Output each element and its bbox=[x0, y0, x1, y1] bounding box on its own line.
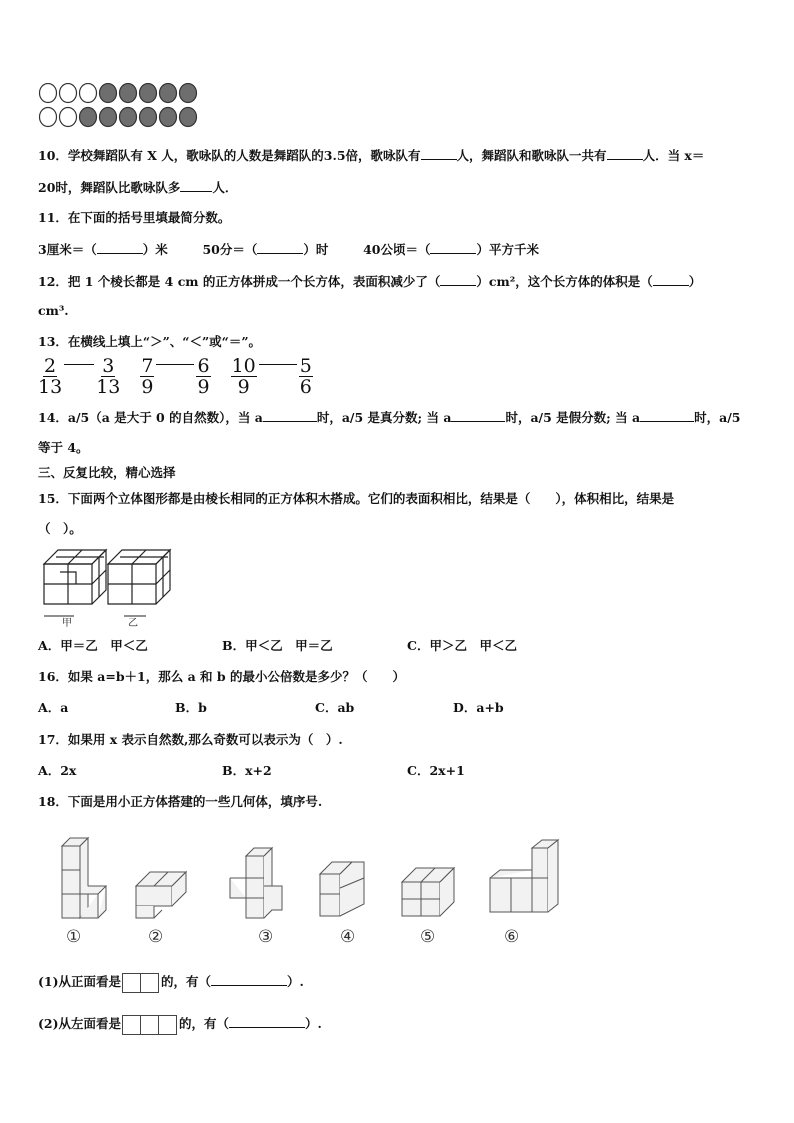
filled-circle bbox=[180, 108, 197, 127]
cube-figures-q18 bbox=[50, 826, 560, 948]
q18-sub2: (2)从左面看是 的，有（ ）. bbox=[38, 1014, 322, 1035]
q10-blank-1[interactable] bbox=[421, 147, 457, 160]
compare-blank-3[interactable] bbox=[259, 364, 297, 365]
fig-label-yi: 乙 bbox=[128, 618, 138, 628]
q13-title: 13．在横线上填上“＞”、“＜”或“＝”。 bbox=[38, 334, 262, 349]
fig-label-4: ④ bbox=[340, 927, 356, 947]
q14-blank-2[interactable] bbox=[451, 409, 505, 422]
q17-option-b[interactable]: B．x+2 bbox=[222, 763, 272, 778]
q11-blank-3[interactable] bbox=[430, 241, 476, 254]
circle-diagram bbox=[38, 83, 198, 131]
filled-circle bbox=[140, 84, 157, 103]
q11-blank-1[interactable] bbox=[97, 241, 143, 254]
q12-blank-1[interactable] bbox=[440, 273, 476, 286]
filled-circle bbox=[160, 108, 177, 127]
q12-blank-2[interactable] bbox=[653, 273, 689, 286]
q15-option-b[interactable]: B．甲＜乙 甲＝乙 bbox=[222, 638, 333, 653]
filled-circle bbox=[160, 84, 177, 103]
fig-label-2: ② bbox=[148, 927, 164, 947]
q18-blank-2[interactable] bbox=[229, 1015, 305, 1028]
q14-blank-1[interactable] bbox=[263, 409, 317, 422]
q10-line2: 20时，舞蹈队比歌咏队多 人． bbox=[38, 180, 238, 195]
q18-blank-1[interactable] bbox=[211, 973, 287, 986]
q18-title: 18．下面是用小正方体搭建的一些几何体，填序号. bbox=[38, 794, 323, 809]
fraction-pair-2: $\frac{7}{9}$ $\frac{6}{9}$ bbox=[141, 355, 210, 398]
hollow-circle bbox=[60, 84, 77, 103]
q16-option-d[interactable]: D．a+b bbox=[453, 700, 504, 715]
q16-option-b[interactable]: B．b bbox=[175, 700, 207, 715]
q18-sub1: (1)从正面看是 的，有（ ）. bbox=[38, 972, 304, 993]
q12-line2: cm³. bbox=[38, 303, 69, 318]
front-view-boxes bbox=[123, 973, 159, 993]
filled-circle bbox=[100, 84, 117, 103]
fig-label-3: ③ bbox=[258, 927, 274, 947]
fig-label-5: ⑤ bbox=[420, 927, 436, 947]
q15-line2: （ ）。 bbox=[38, 521, 82, 536]
q16-question: 16．如果 a=b＋1，那么 a 和 b 的最小公倍数是多少？（ ） bbox=[38, 669, 406, 684]
section-heading: 三、反复比较，精心选择 bbox=[38, 465, 176, 480]
q14-line2: 等于 4。 bbox=[38, 440, 89, 455]
compare-blank-2[interactable] bbox=[156, 364, 194, 365]
q14-line1: 14．a/5（a 是大于 0 的自然数），当 a 时，a/5 是真分数; 当 a 时，a/5 是假分数; 当 a 时，a/5 bbox=[38, 410, 741, 425]
hollow-circle bbox=[40, 84, 57, 103]
hollow-circle bbox=[80, 84, 97, 103]
fraction-pair-3: $\frac{10}{9}$ $\frac{5}{6}$ bbox=[231, 355, 312, 398]
q17-option-a[interactable]: A．2x bbox=[38, 763, 77, 778]
q16-option-a[interactable]: A．a bbox=[38, 700, 69, 715]
filled-circle bbox=[80, 108, 97, 127]
filled-circle bbox=[140, 108, 157, 127]
q11-blank-2[interactable] bbox=[257, 241, 303, 254]
fig-label-jia: 甲 bbox=[62, 618, 72, 628]
cube-figures-q15 bbox=[40, 546, 180, 628]
hollow-circle bbox=[60, 108, 77, 127]
q10-blank-2[interactable] bbox=[607, 147, 643, 160]
q15-line1: 15．下面两个立体图形都是由棱长相同的正方体积木搭成。它们的表面积相比，结果是（ ），体积相比，结果是 bbox=[38, 491, 675, 506]
compare-blank-1[interactable] bbox=[64, 364, 94, 365]
filled-circle bbox=[120, 84, 137, 103]
left-view-boxes bbox=[123, 1015, 177, 1035]
filled-circle bbox=[100, 108, 117, 127]
q17-question: 17．如果用 x 表示自然数,那么奇数可以表示为（ ）. bbox=[38, 732, 343, 747]
q15-option-c[interactable]: C．甲＞乙 甲＜乙 bbox=[407, 638, 517, 653]
fraction-pair-1: $\frac{2}{13}$ $\frac{3}{13}$ bbox=[38, 355, 121, 398]
q14-blank-3[interactable] bbox=[640, 409, 694, 422]
fig-label-6: ⑥ bbox=[504, 927, 520, 947]
q16-option-c[interactable]: C．ab bbox=[315, 700, 355, 715]
fig-label-1: ① bbox=[66, 927, 82, 947]
q10-blank-3[interactable] bbox=[180, 179, 212, 192]
filled-circle bbox=[120, 108, 137, 127]
filled-circle bbox=[180, 84, 197, 103]
hollow-circle bbox=[40, 108, 57, 127]
q17-option-c[interactable]: C．2x+1 bbox=[407, 763, 465, 778]
q11-title: 11．在下面的括号里填最简分数。 bbox=[38, 210, 231, 225]
q11-items: 3厘米＝（ ）米 50分＝（ ）时 40公顷＝（ ）平方千米 bbox=[38, 242, 539, 257]
q10-line1: 10．学校舞蹈队有 X 人，歌咏队的人数是舞蹈队的3.5倍，歌咏队有 人，舞蹈队和歌咏队一共有 人．当 x＝ bbox=[38, 148, 705, 163]
q13-fraction-pairs bbox=[38, 356, 333, 397]
q12-line1: 12．把 1 个棱长都是 4 cm 的正方体拼成一个长方体，表面积减少了（ ）cm²，这个长方体的体积是（ ） bbox=[38, 274, 702, 289]
q15-option-a[interactable]: A．甲＝乙 甲＜乙 bbox=[38, 638, 148, 653]
